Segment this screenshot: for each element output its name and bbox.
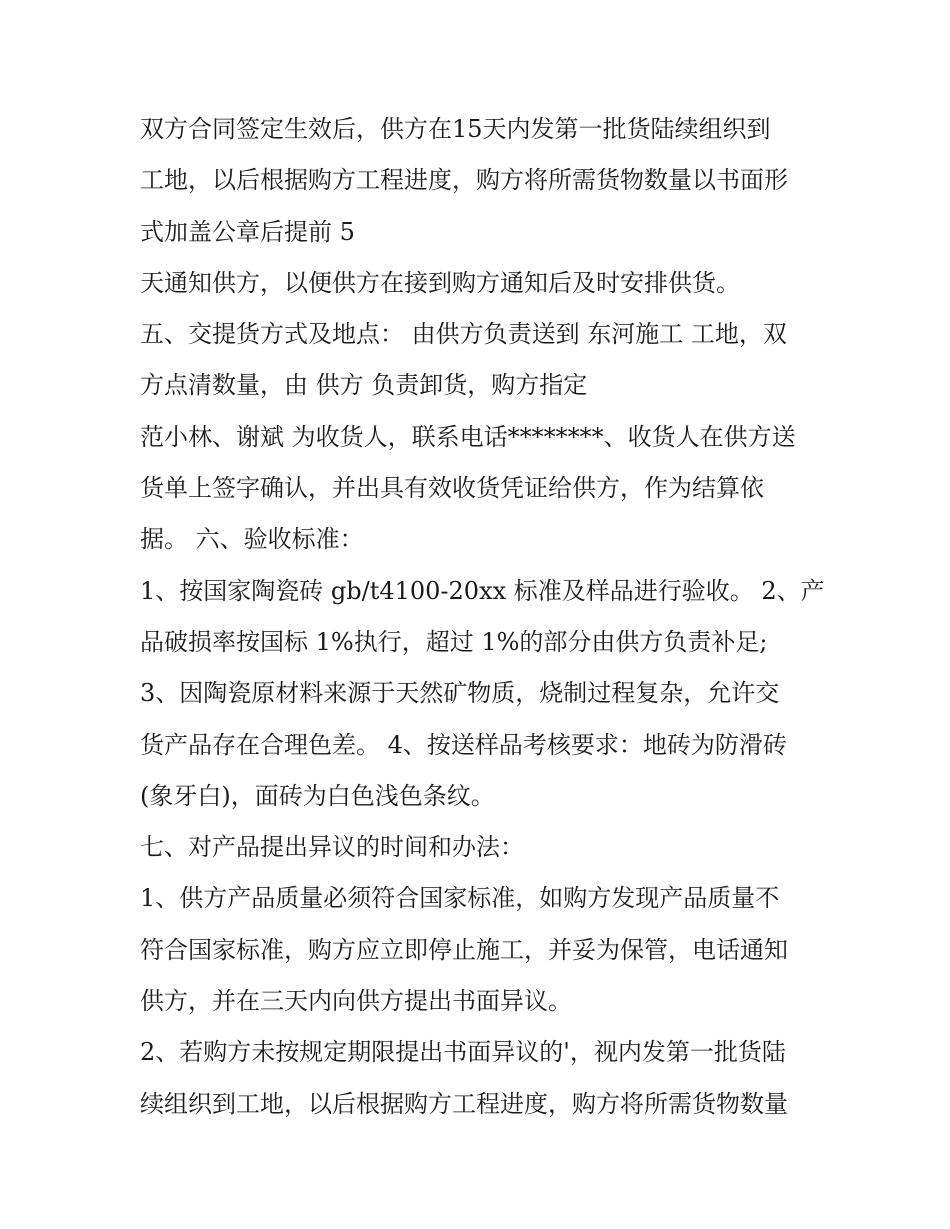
text-line: 1、供方产品质量必须符合国家标准，如购方发现产品质量不 (140, 884, 780, 913)
text-line: (象牙白)，面砖为白色浅色条纹。 (140, 781, 495, 810)
text-line: 方点清数量，由 供方 负责卸货，购方指定 (140, 371, 588, 400)
text-line: 式加盖公章后提前 5 (140, 217, 355, 246)
text-line: 范小林、谢斌 为收货人，联系电话********、收货人在供方送 (140, 422, 796, 451)
text-line: 品破损率按国标 1%执行，超过 1%的部分由供方负责补足; (140, 627, 768, 656)
text-line: 货单上签字确认，并出具有效收货凭证给供方，作为结算依 (140, 474, 764, 503)
section-heading-delivery: 五、交提货方式及地点： 由供方负责送到 东河施工 工地，双 (140, 320, 787, 349)
text-line: 符合国家标准，购方应立即停止施工，并妥为保管，电话通知 (140, 935, 788, 964)
section-heading-acceptance: 据。 六、验收标准： (140, 525, 364, 554)
text-line: 2、若购方未按规定期限提出书面异议的'，视内发第一批货陆 (140, 1038, 786, 1067)
text-line: 供方，并在三天内向供方提出书面异议。 (140, 987, 572, 1016)
text-line: 续组织到工地，以后根据购方工程进度，购方将所需货物数量 (140, 1089, 788, 1118)
text-line: 双方合同签定生效后，供方在15天内发第一批货陆续组织到 (140, 115, 771, 143)
text-line: 货产品存在合理色差。 4、按送样品考核要求：地砖为防滑砖 (140, 730, 787, 759)
text-line: 天通知供方，以便供方在接到购方通知后及时安排供货。 (140, 268, 740, 297)
text-line: 工地，以后根据购方工程进度，购方将所需货物数量以书面形 (140, 166, 788, 195)
text-line: 3、因陶瓷原材料来源于天然矿物质，烧制过程复杂，允许交 (140, 679, 780, 708)
text-line: 1、按国家陶瓷砖 gb/t4100-20xx 标准及样品进行验收。 2、产 (140, 576, 825, 605)
document-body (140, 104, 830, 1130)
section-heading-objection: 七、对产品提出异议的时间和办法： (140, 833, 524, 862)
